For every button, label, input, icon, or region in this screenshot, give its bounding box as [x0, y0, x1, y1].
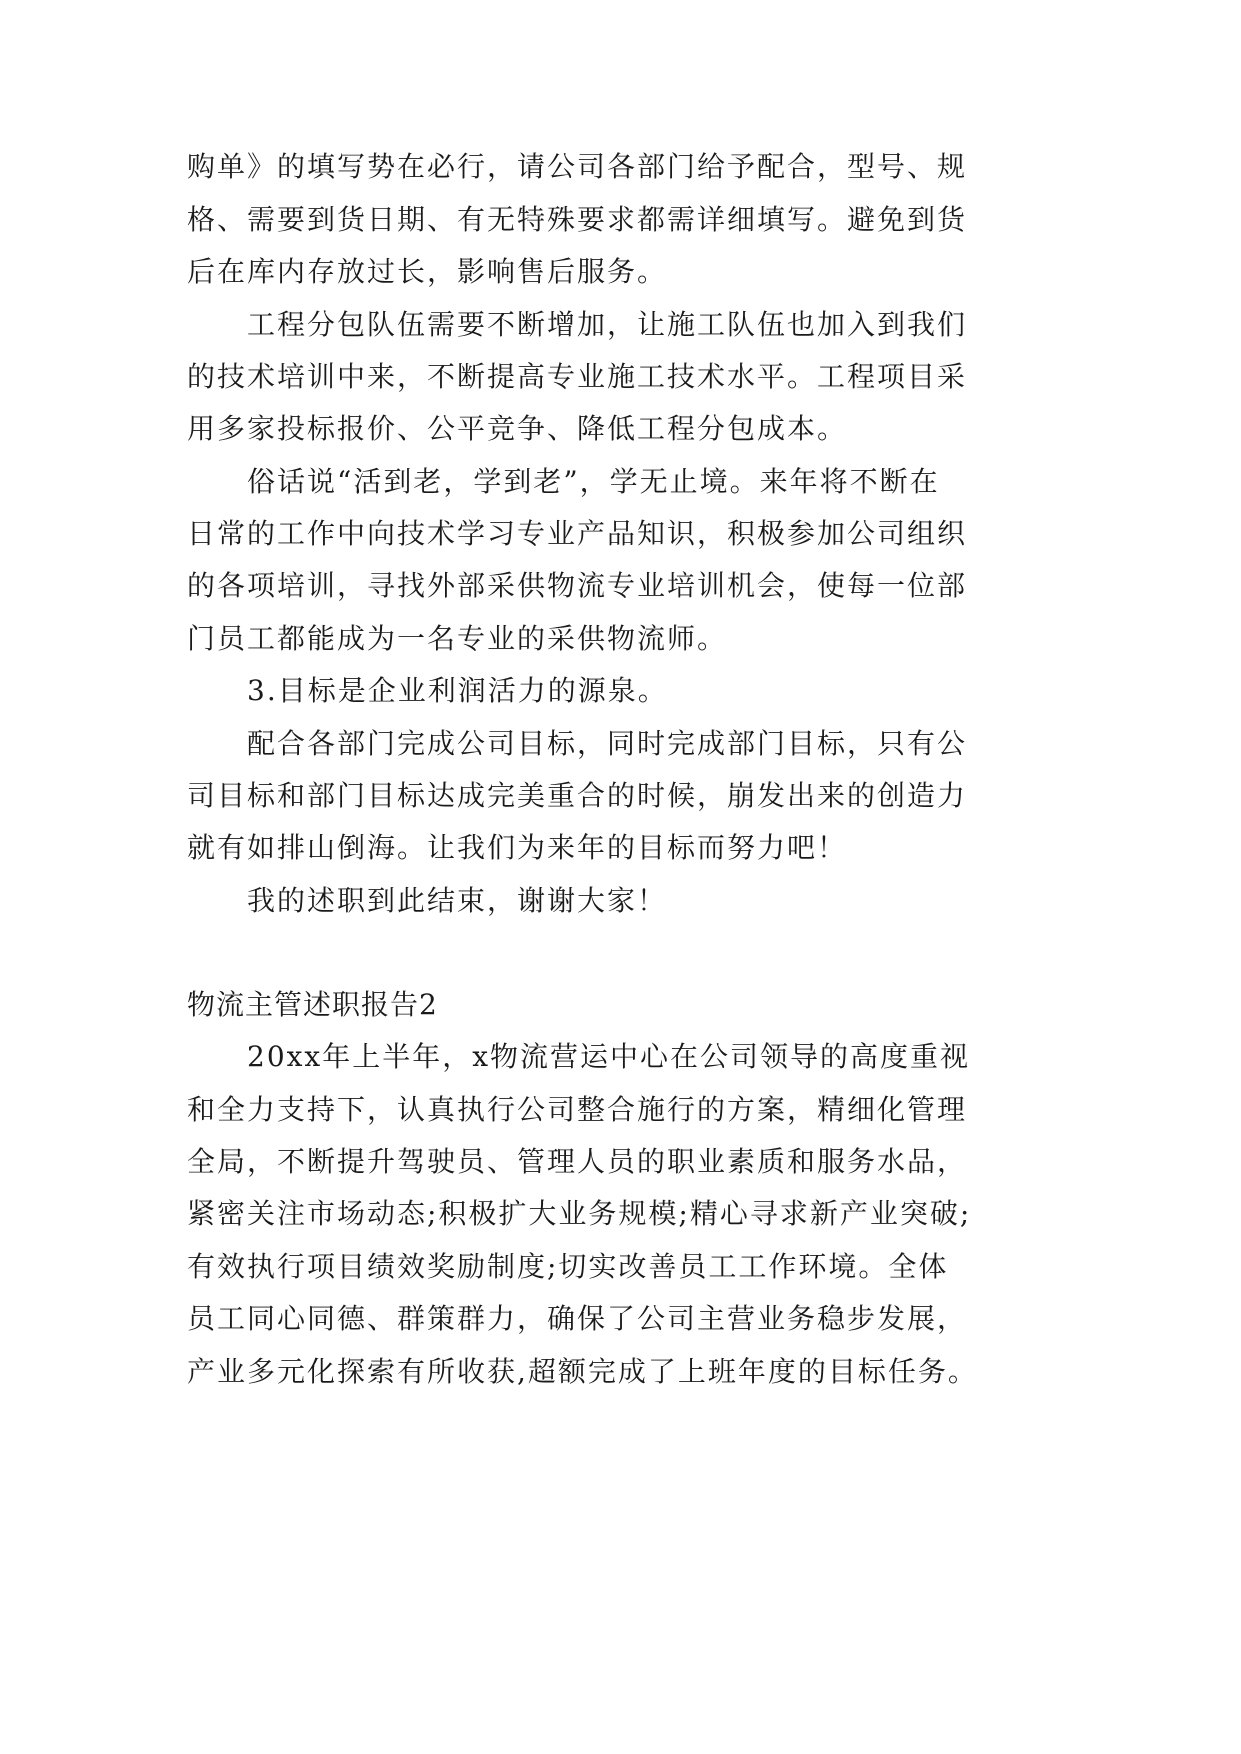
section-title: 物流主管述职报告2	[187, 988, 438, 1021]
text-line: 就有如排山倒海。让我们为来年的目标而努力吧！	[187, 831, 848, 864]
text-line: 有效执行项目绩效奖励制度;切实改善员工工作环境。全体	[187, 1250, 949, 1283]
text-line: 的各项培训，寻找外部采供物流专业培训机会，使每一位部	[187, 569, 968, 602]
text-line: 用多家投标报价、公平竞争、降低工程分包成本。	[187, 412, 848, 445]
document-body	[187, 0, 1057, 1754]
text-line: 和全力支持下，认真执行公司整合施行的方案，精细化管理	[187, 1093, 968, 1126]
text-line: 全局，不断提升驾驶员、管理人员的职业素质和服务水品，	[187, 1145, 968, 1178]
text-line: 门员工都能成为一名专业的采供物流师。	[187, 622, 728, 655]
text-line: 紧密关注市场动态;积极扩大业务规模;精心寻求新产业突破;	[187, 1197, 972, 1230]
text-line: 日常的工作中向技术学习专业产品知识，积极参加公司组织	[187, 517, 968, 550]
text-line: 司目标和部门目标达成完美重合的时候，崩发出来的创造力	[187, 779, 968, 812]
text-line: 的技术培训中来，不断提高专业施工技术水平。工程项目采	[187, 360, 968, 393]
text-line: 20xx年上半年，x物流营运中心在公司领导的高度重视	[247, 1040, 971, 1073]
text-line: 格、需要到货日期、有无特殊要求都需详细填写。避免到货	[187, 203, 968, 236]
text-line: 购单》的填写势在必行，请公司各部门给予配合，型号、规	[187, 150, 968, 183]
text-line: 后在库内存放过长，影响售后服务。	[187, 255, 668, 288]
text-line: 俗话说“活到老，学到老”，学无止境。来年将不断在	[247, 465, 940, 498]
text-line: 工程分包队伍需要不断增加，让施工队伍也加入到我们	[247, 308, 968, 341]
text-line: 我的述职到此结束，谢谢大家！	[247, 884, 668, 917]
text-line: 员工同心同德、群策群力，确保了公司主营业务稳步发展，	[187, 1302, 968, 1335]
text-line: 3.目标是企业利润活力的源泉。	[247, 674, 668, 707]
text-line: 产业多元化探索有所收获,超额完成了上班年度的目标任务。	[187, 1355, 978, 1388]
text-line: 配合各部门完成公司目标，同时完成部门目标，只有公	[247, 727, 968, 760]
